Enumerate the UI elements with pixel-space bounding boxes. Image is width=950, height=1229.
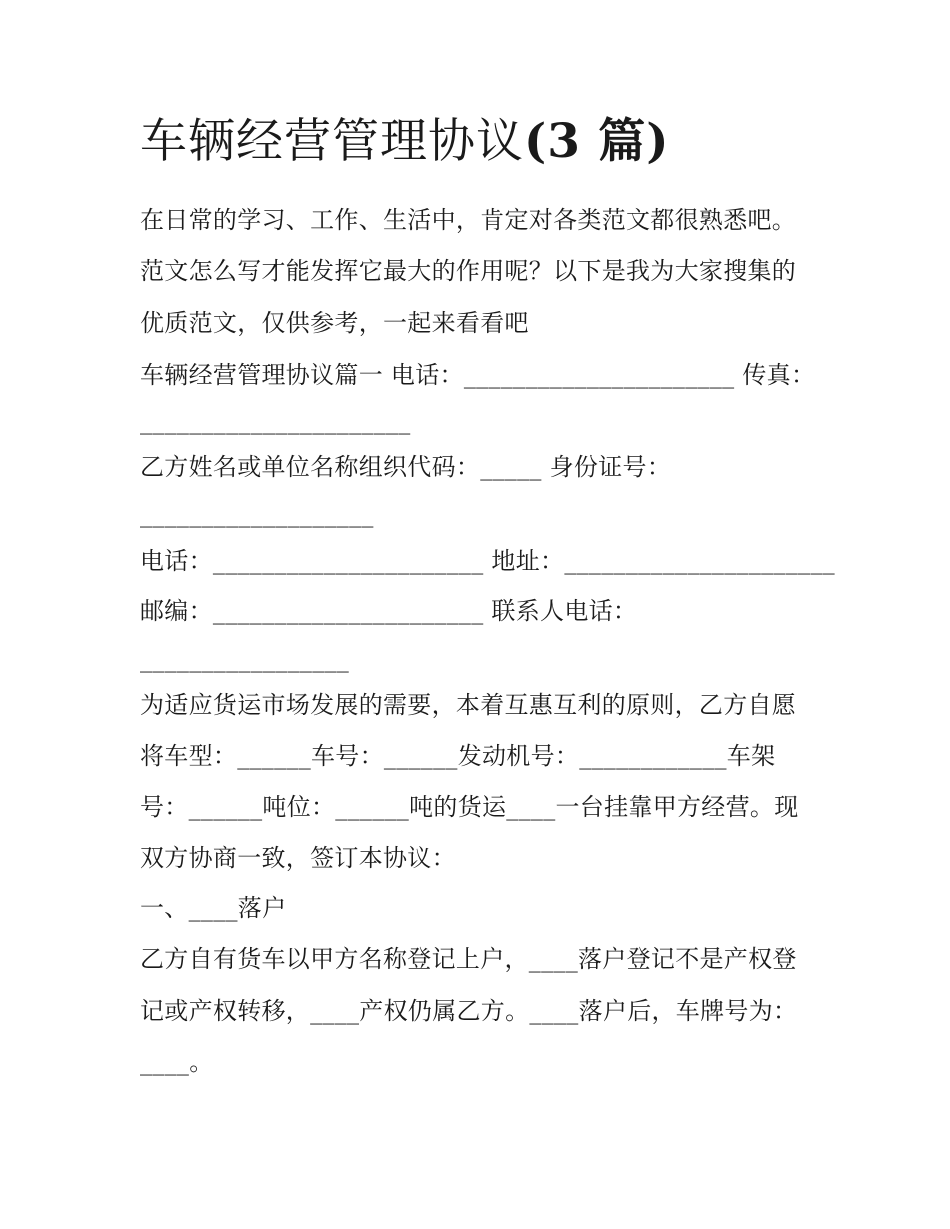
clause-1-line-3: ____。 [140, 1048, 214, 1076]
body-line-4: 双方协商一致，签订本协议： [140, 844, 456, 872]
intro-line-2: 范文怎么写才能发挥它最大的作用呢？以下是我为大家搜集的 [140, 257, 797, 285]
body-line-2: 将车型：______车号：______发动机号：____________车架 [140, 742, 776, 770]
body-line-3: 号：______吨位：______吨的货运____一台挂靠甲方经营。现 [140, 793, 799, 821]
phone-address-line: 电话：______________________ 地址：______________________ [140, 547, 835, 575]
intro-line-3: 优质范文，仅供参考，一起来看看吧 [140, 309, 529, 337]
body-line-1: 为适应货运市场发展的需要，本着互惠互利的原则，乙方自愿 [140, 691, 797, 719]
document-title [140, 112, 670, 172]
clause-1-heading: 一、____落户 [140, 894, 287, 922]
clause-1-line-2: 记或产权转移，____产权仍属乙方。____落户后，车牌号为： [140, 997, 798, 1025]
title-suffix: (3 篇) [524, 114, 670, 169]
id-number-blank-line: ___________________ [140, 500, 374, 528]
postcode-contact-line: 邮编：______________________ 联系人电话： [140, 597, 638, 625]
party-b-name-line: 乙方姓名或单位名称组织代码：_____ 身份证号： [140, 453, 672, 481]
intro-line-1: 在日常的学习、工作、生活中，肯定对各类范文都很熟悉吧。 [140, 206, 797, 234]
contact-phone-blank-line: _________________ [140, 645, 350, 673]
section-heading-phone-fax: 车辆经营管理协议篇一 电话：______________________ 传真： [140, 361, 816, 389]
clause-1-line-1: 乙方自有货车以甲方名称登记上户，____落户登记不是产权登 [140, 945, 797, 973]
title-main: 车辆经营管理协议 [140, 114, 524, 169]
fax-blank-line: ______________________ [140, 407, 411, 435]
